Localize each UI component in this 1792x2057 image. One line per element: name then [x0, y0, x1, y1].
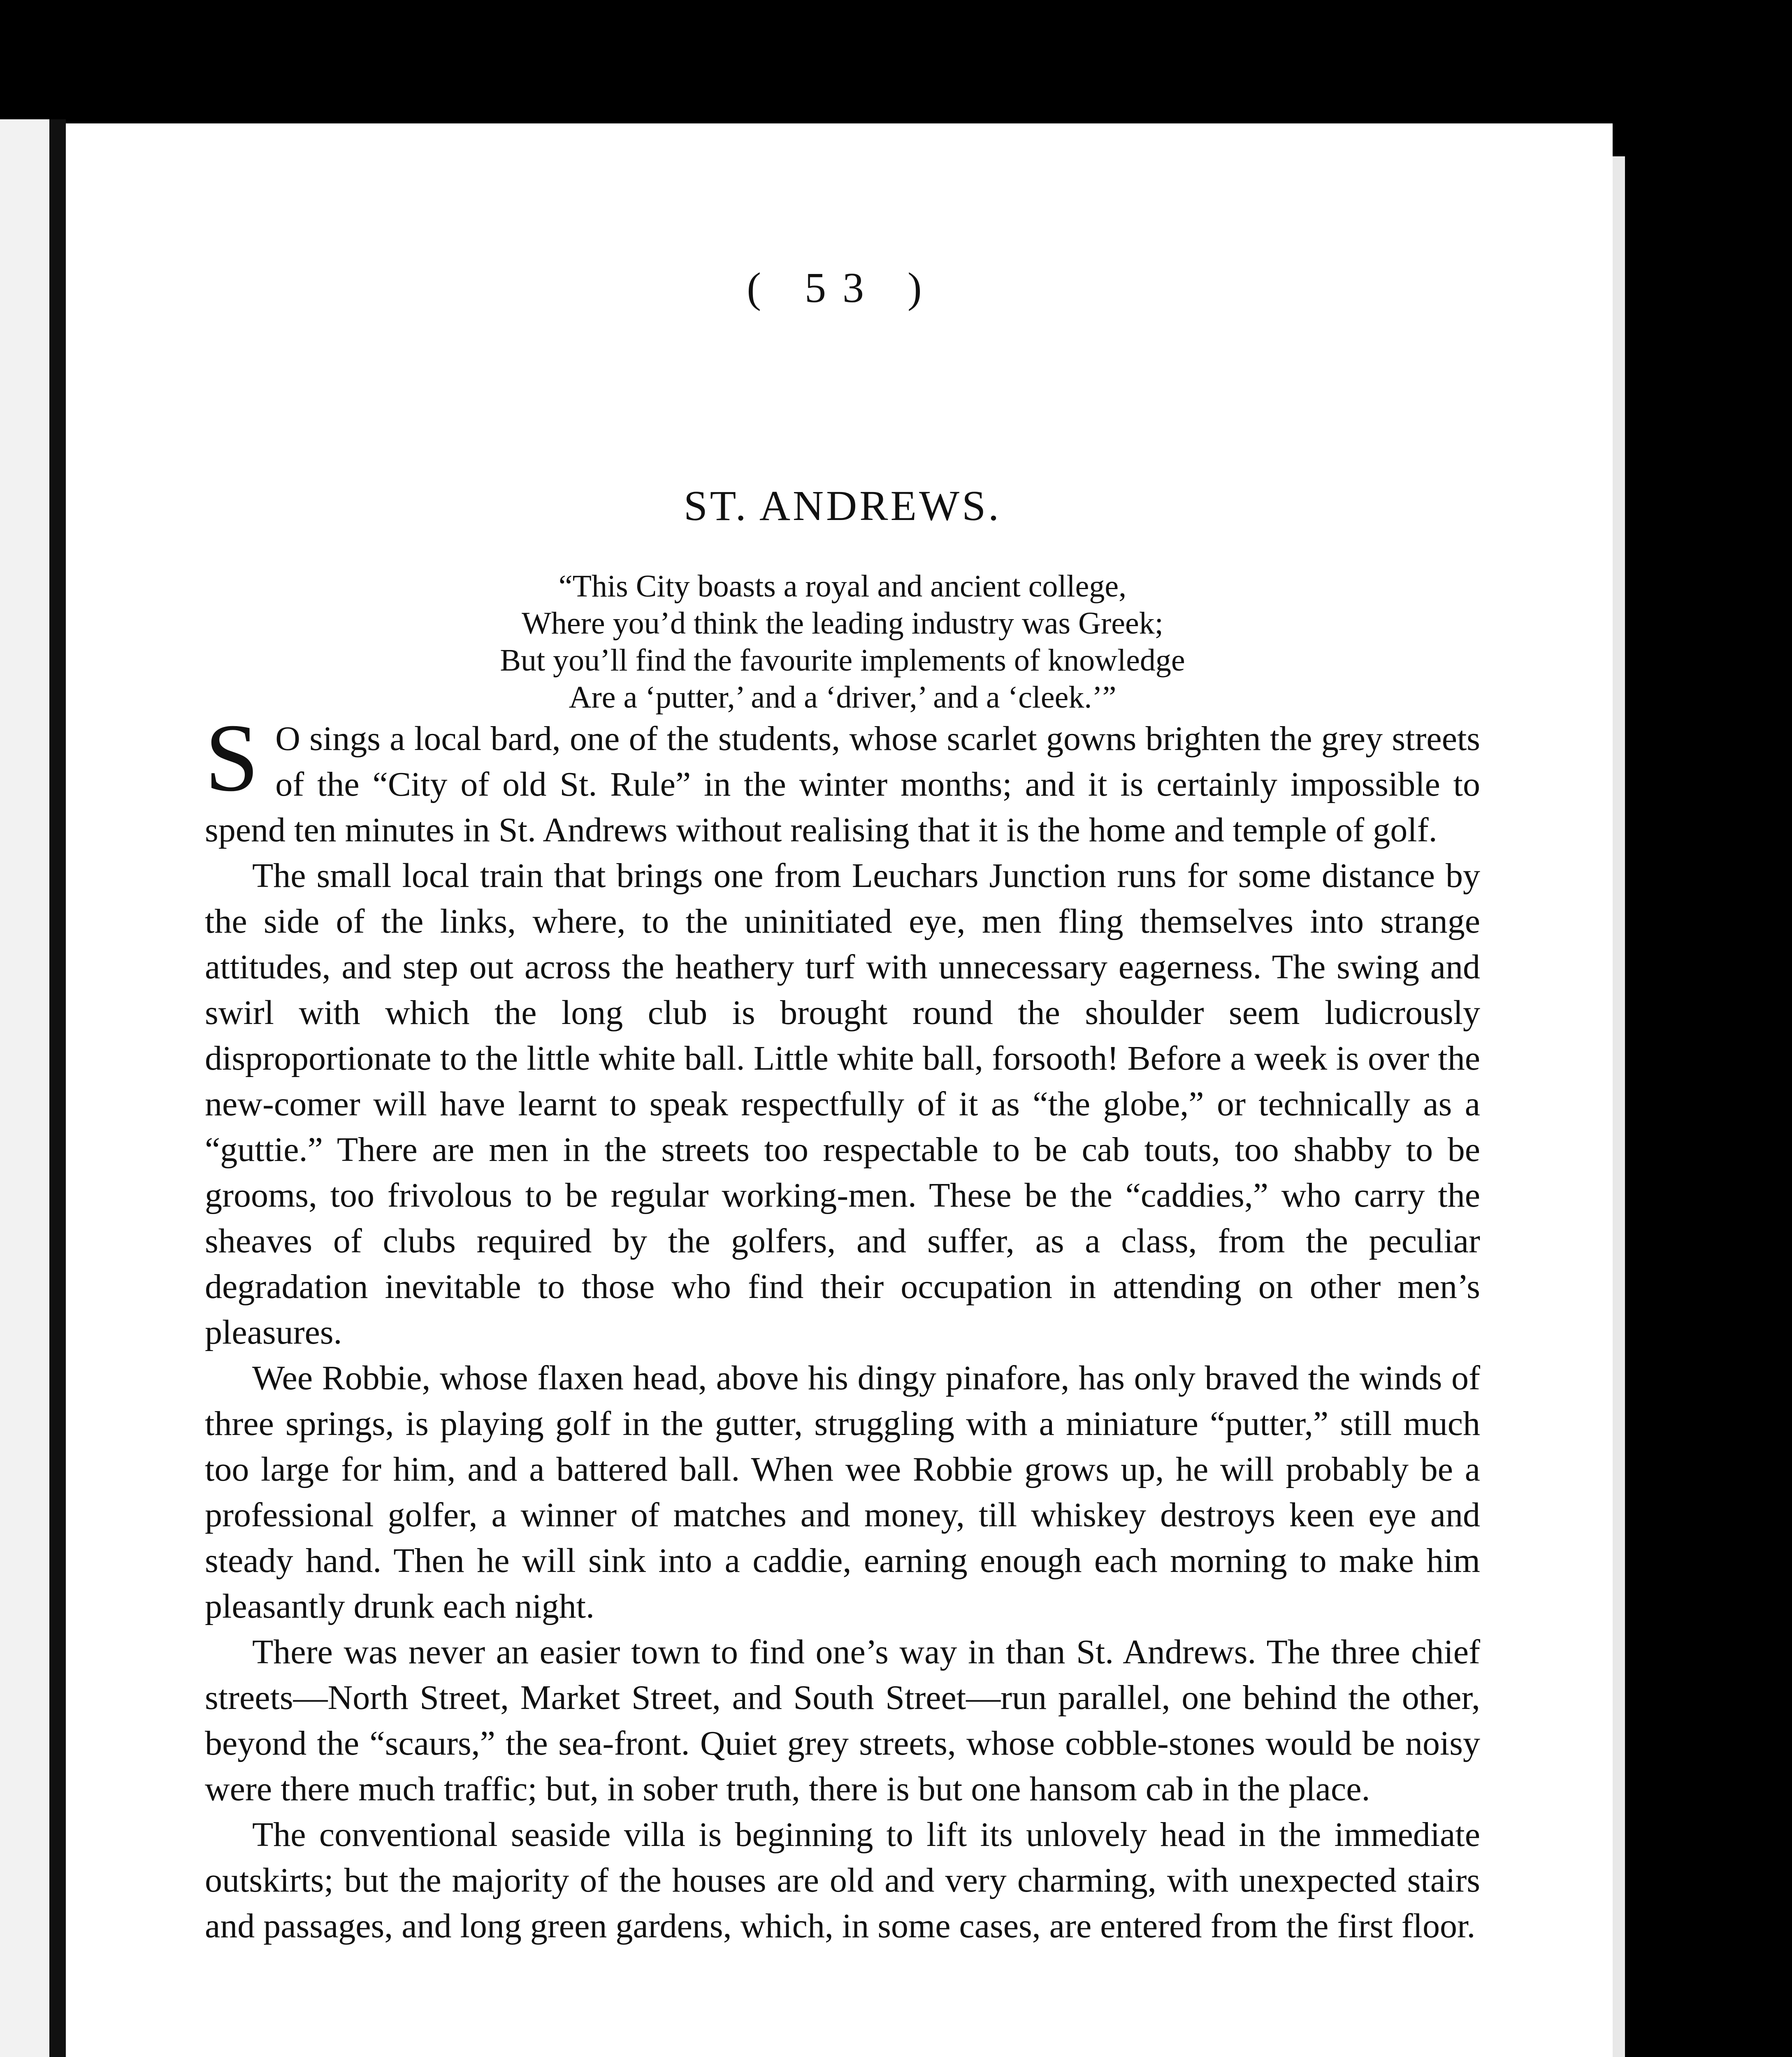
paragraph: [205, 704, 1480, 853]
epigraph-line: Where you’d think the leading industry was Greek;: [522, 606, 1163, 641]
book-gutter: [49, 119, 66, 2057]
paragraph: There was never an easier town to find one’s way in than St. Andrews. The three chief streets—North Street, Market Street, and South Street—run parallel, one behind the other, beyond the “scaurs,” the sea-front. Quiet grey streets, whose cobble-stones would be noisy were there much traffic; but, in sober truth, there is but one hansom cab in the place.: [205, 1633, 1480, 1808]
epigraph-line: Are a ‘putter,’ and a ‘driver,’ and a ‘cleek.’”: [569, 680, 1117, 715]
epigraph-line: “This City boasts a royal and ancient college,: [558, 569, 1127, 604]
facing-page-edge: [0, 119, 49, 2057]
epigraph: [205, 568, 1480, 716]
paragraph: The small local train that brings one from Leuchars Junction runs for some distance by the side of the links, where, to the uninitiated eye, men fling themselves into strange attitudes, and step out across the heathery turf with unnecessary eagerness. The swing and swirl with which the long club is brought round the shoulder seem ludicrously disproportionate to the little white ball. Little white ball, forsooth! Before a week is over the new-comer will have learnt to speak respectfully of it as “the globe,” or technically as a “guttie.” There are men in the streets too respectable to be cab touts, too shabby to be grooms, too frivolous to be regular working-men. These be the “caddies,” who carry the sheaves of clubs required by the golfers, and suffer, as a class, from the peculiar degradation inevitable to those who find their occupation in attending on other men’s pleasures.: [205, 857, 1480, 1351]
chapter-heading: ST. ANDREWS.: [683, 482, 1002, 529]
paragraph-text: O sings a local bard, one of the students, whose scarlet gowns brighten the grey streets of the “City of old St. Rule” in the winter months; and it is certainly impossible to spend ten minutes in St. Andrews without realising that it is the home and temple of golf.: [205, 720, 1480, 849]
book-page: [66, 123, 1613, 2057]
epigraph-line: But you’ll find the favourite implements of knowledge: [500, 643, 1185, 678]
paragraph: The conventional seaside villa is beginning to lift its unlovely head in the immediate outskirts; but the majority of the houses are old and very charming, with unexpected stairs and passages, and long green gardens, which, in some cases, are entered from the first floor.: [205, 1816, 1480, 1945]
page-edge: [1613, 156, 1625, 2057]
paragraph: Wee Robbie, whose flaxen head, above his dingy pinafore, has only braved the winds of three springs, is playing golf in the gutter, struggling with a miniature “putter,” still much too large for him, and a battered ball. When wee Robbie grows up, he will probably be a professional golfer, a winner of matches and money, till whiskey destroys keen eye and steady hand. Then he will sink into a caddie, earning enough each morning to make him pleasantly drunk each night.: [205, 1359, 1480, 1625]
body-text: [205, 704, 1480, 1949]
page-number: ( 53 ): [747, 264, 938, 311]
drop-cap: S: [205, 704, 259, 812]
